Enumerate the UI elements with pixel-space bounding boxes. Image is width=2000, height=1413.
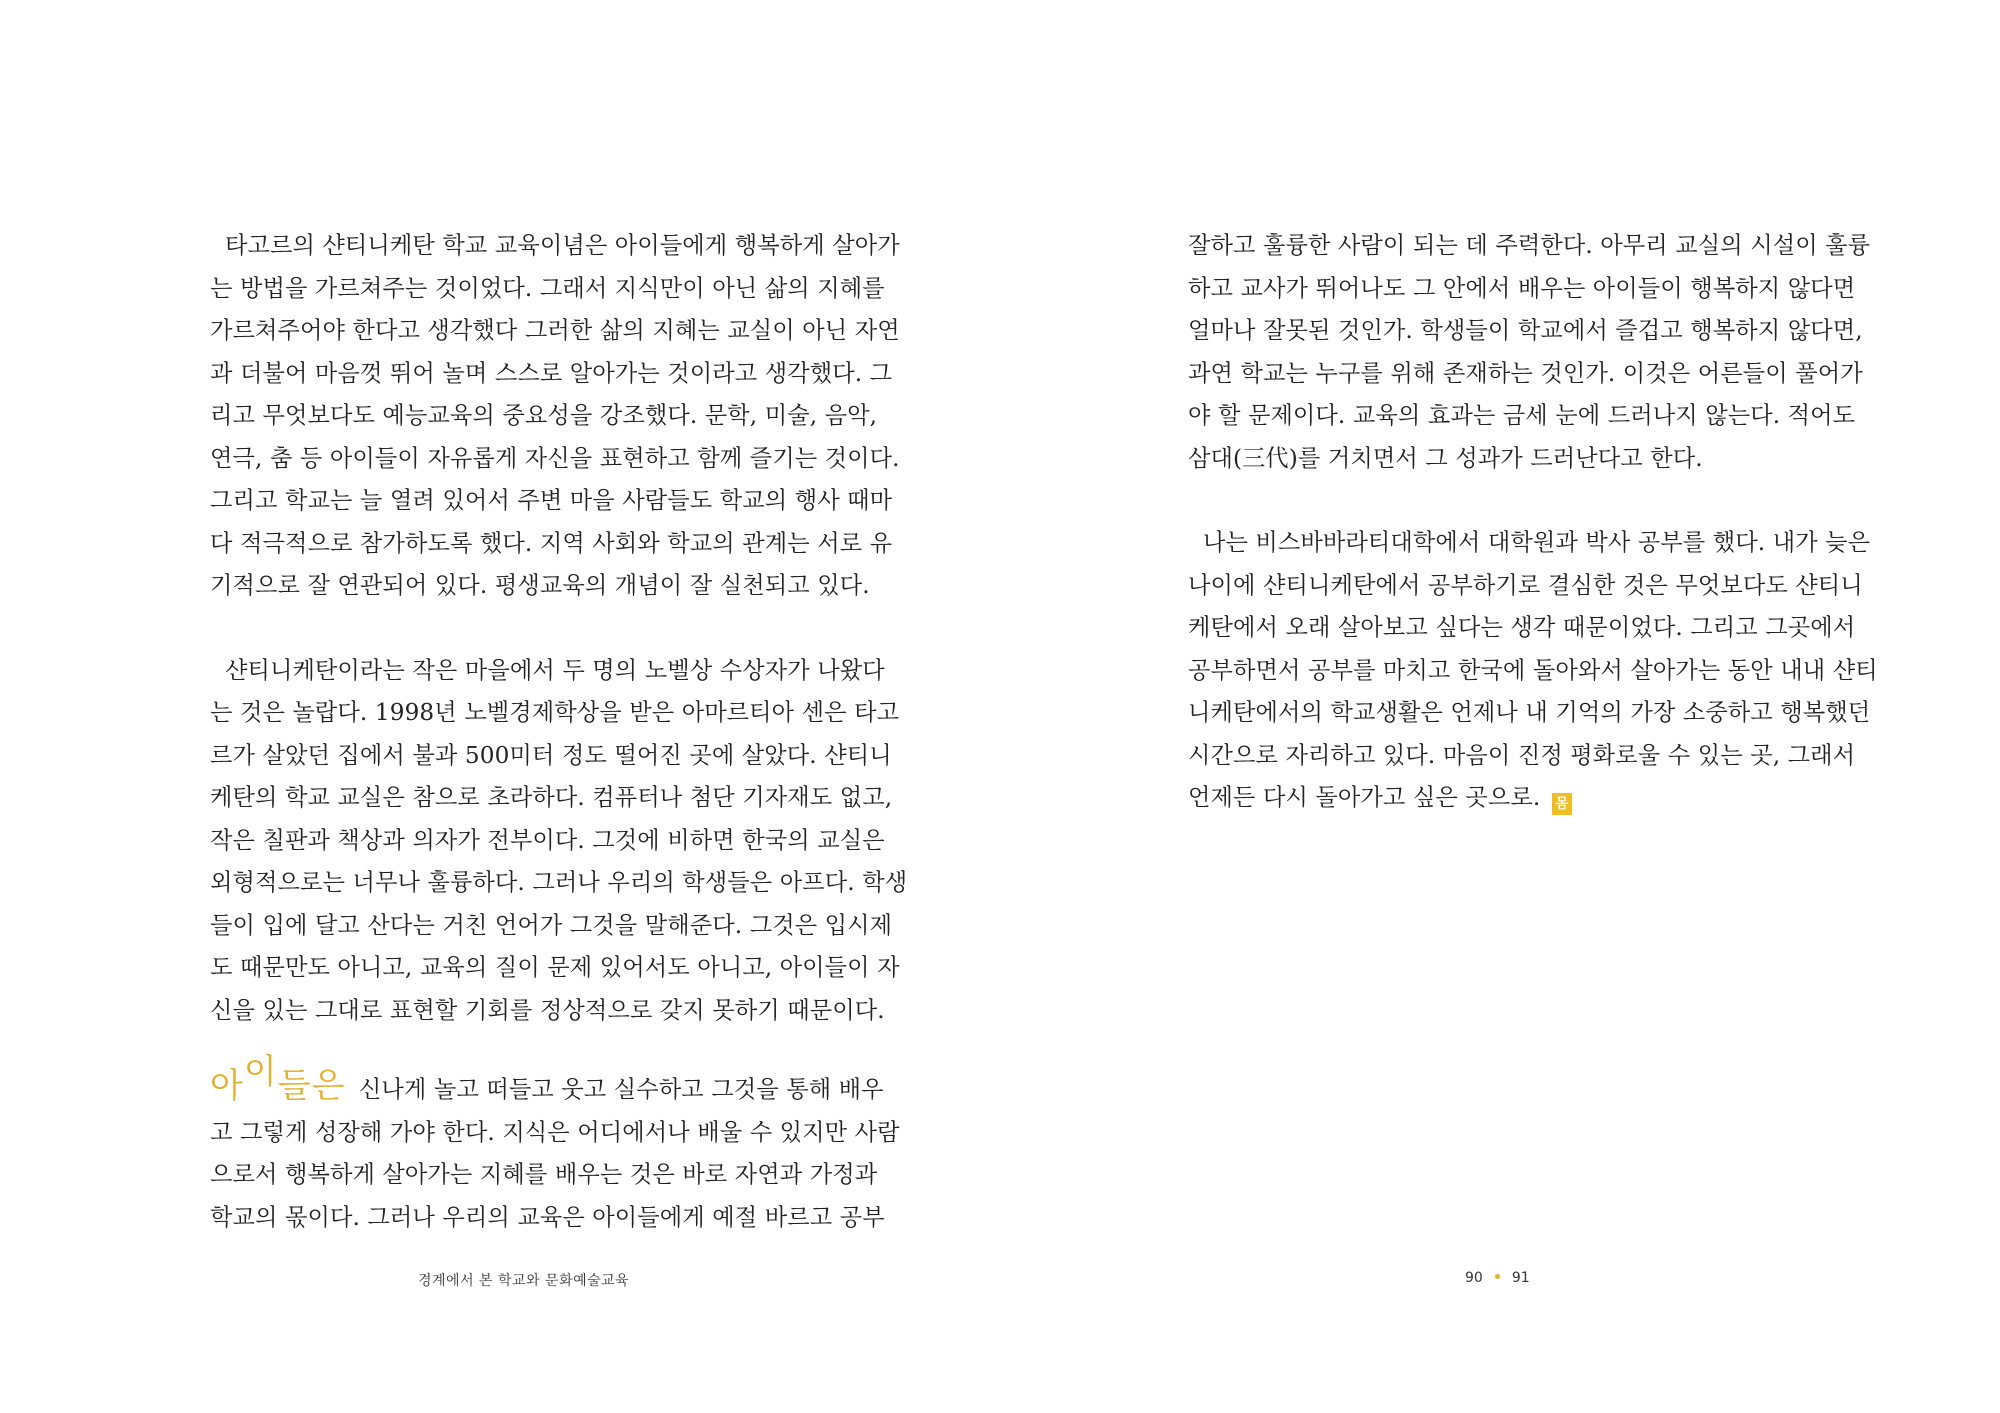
text-line: 들이 입에 달고 산다는 거친 언어가 그것을 말해준다. 그것은 입시제 xyxy=(210,911,893,939)
text-line: 케탄에서 오래 살아보고 싶다는 생각 때문이었다. 그리고 그곳에서 xyxy=(1188,614,1856,641)
text-line: 연극, 춤 등 아이들이 자유롭게 자신을 표현하고 함께 즐기는 것이다. xyxy=(210,444,900,472)
text-line: 타고르의 샨티니케탄 학교 교육이념은 아이들에게 행복하게 살아가 xyxy=(210,232,900,259)
left-paragraph-3 xyxy=(210,1052,900,1239)
page-number-right: 91 xyxy=(1511,1270,1530,1286)
text-line: 야 할 문제이다. 교육의 효과는 금세 눈에 드러나지 않는다. 적어도 xyxy=(1188,402,1856,429)
text-line: 잘하고 훌륭한 사람이 되는 데 주력한다. 아무리 교실의 시설이 훌륭 xyxy=(1188,232,1871,259)
running-footer-title: 경계에서 본 학교와 문화예술교육 xyxy=(418,1273,630,1289)
text-line: 작은 칠판과 책상과 의자가 전부이다. 그것에 비하면 한국의 교실은 xyxy=(210,826,885,854)
text-line: 하고 교사가 뛰어나도 그 안에서 배우는 아이들이 행복하지 않다면 xyxy=(1188,274,1856,302)
left-paragraph-1 xyxy=(210,225,900,608)
text-line: 다 적극적으로 참가하도록 했다. 지역 사회와 학교의 관계는 서로 유 xyxy=(210,529,893,557)
text-line: 언제든 다시 돌아가고 싶은 곳으로. 몸 xyxy=(1188,777,1818,820)
page-number-left: 90 xyxy=(1465,1270,1483,1286)
page-numbers xyxy=(1465,1270,1530,1286)
bullet-dot-icon xyxy=(1495,1274,1500,1279)
text-line: 학교의 몫이다. 그러나 우리의 교육은 아이들에게 예절 바르고 공부 xyxy=(210,1203,885,1231)
text-line: 는 것은 놀랍다. 1998년 노벨경제학상을 받은 아마르티아 센은 타고 xyxy=(210,699,900,726)
text-line: 는 방법을 가르쳐주는 것이었다. 그래서 지식만이 아닌 삶의 지혜를 xyxy=(210,274,885,302)
end-mark-icon: 몸 xyxy=(1552,793,1572,815)
text-line: 니케탄에서의 학교생활은 언제나 내 기억의 가장 소중하고 행복했던 xyxy=(1188,699,1871,726)
text-line: 그리고 학교는 늘 열려 있어서 주변 마을 사람들도 학교의 행사 때마 xyxy=(210,487,893,514)
text-line: 얼마나 잘못된 것인가. 학생들이 학교에서 즐겁고 행복하지 않다면, xyxy=(1188,317,1863,344)
text-line: 외형적으로는 너무나 훌륭하다. 그러나 우리의 학생들은 아프다. 학생 xyxy=(210,869,908,896)
text-line: 르가 살았던 집에서 불과 500미터 정도 떨어진 곳에 살았다. 샨티니 xyxy=(210,741,892,769)
text-line: 도 때문만도 아니고, 교육의 질이 문제 있어서도 아니고, 아이들이 자 xyxy=(210,954,900,981)
text-line: 샨티니케탄이라는 작은 마을에서 두 명의 노벨상 수상자가 나왔다 xyxy=(210,656,885,684)
text-line: 케탄의 학교 교실은 참으로 초라하다. 컴퓨터나 첨단 기자재도 없고, xyxy=(210,784,893,811)
text-line: 과 더불어 마음껏 뛰어 놀며 스스로 알아가는 것이라고 생각했다. 그 xyxy=(210,359,893,387)
text-line: 으로서 행복하게 살아가는 지혜를 배우는 것은 바로 자연과 가정과 xyxy=(210,1161,878,1188)
text-line: 삼대(三代)를 거치면서 그 성과가 드러난다고 한다. xyxy=(1188,444,1703,472)
text-line: 고 그렇게 성장해 가야 한다. 지식은 어디에서나 배울 수 있지만 사람 xyxy=(210,1118,900,1146)
text-line: 공부하면서 공부를 마치고 한국에 돌아와서 살아가는 동안 내내 샨티 xyxy=(1188,656,1878,684)
dropcap-heading: 아이들은 xyxy=(210,1052,346,1106)
text-line: 시간으로 자리하고 있다. 마음이 진정 평화로울 수 있는 곳, 그래서 xyxy=(1188,741,1856,769)
text-line: 신을 있는 그대로 표현할 기회를 정상적으로 갖지 못하기 때문이다. xyxy=(210,996,885,1024)
left-page-text xyxy=(210,225,908,1239)
text-line: 아이들은 신나게 놀고 떠들고 웃고 실수하고 그것을 통해 배우 xyxy=(210,1052,884,1106)
right-paragraph-2 xyxy=(1188,522,1878,820)
text-line: 기적으로 잘 연관되어 있다. 평생교육의 개념이 잘 실천되고 있다. xyxy=(210,572,870,599)
left-paragraph-2 xyxy=(210,650,908,1033)
text-line: 나는 비스바바라티대학에서 대학원과 박사 공부를 했다. 내가 늦은 xyxy=(1188,529,1871,556)
text-line: 리고 무엇보다도 예능교육의 중요성을 강조했다. 문학, 미술, 음악, xyxy=(210,402,878,429)
right-page-text xyxy=(1188,225,1878,820)
text-line: 과연 학교는 누구를 위해 존재하는 것인가. 이것은 어른들이 풀어가 xyxy=(1188,359,1863,387)
text-line: 나이에 샨티니케탄에서 공부하기로 결심한 것은 무엇보다도 샨티니 xyxy=(1188,571,1863,599)
text-line: 가르쳐주어야 한다고 생각했다 그러한 삶의 지혜는 교실이 아닌 자연 xyxy=(210,317,900,344)
right-paragraph-1 xyxy=(1188,225,1871,480)
